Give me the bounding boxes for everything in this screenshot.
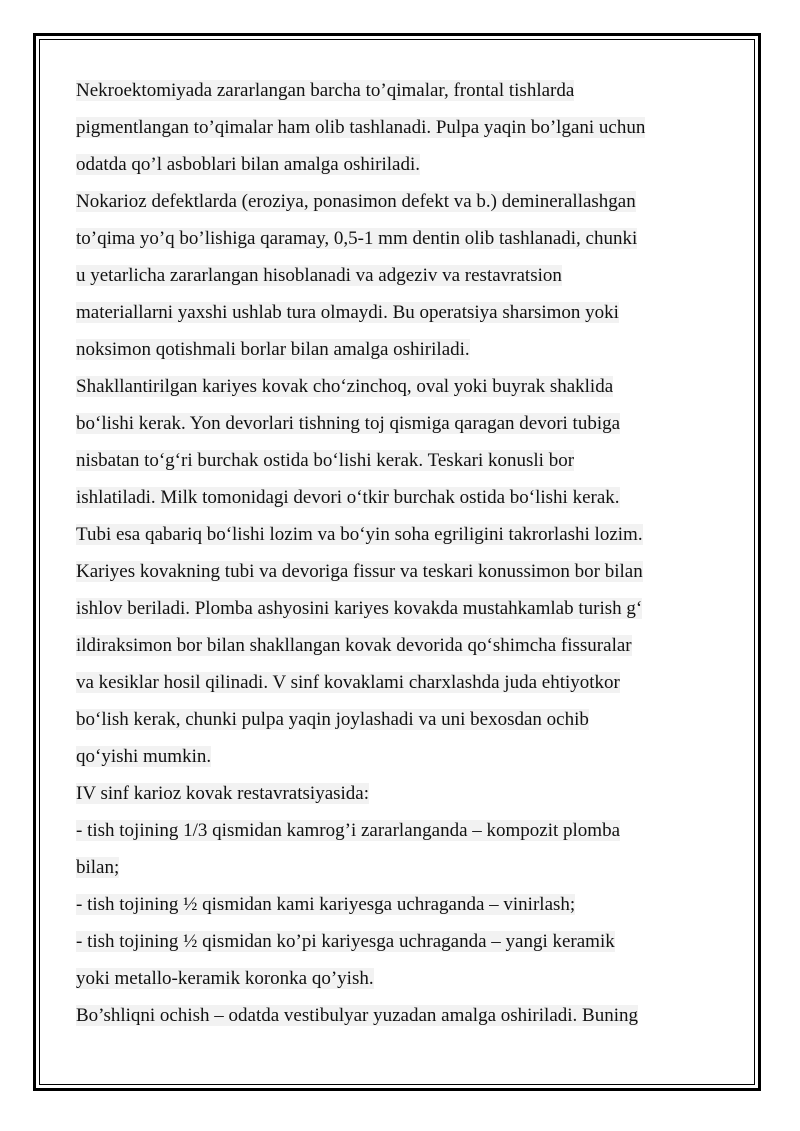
text-line: qoʻyishi mumkin.: [76, 746, 212, 767]
text-line: noksimon qotishmali borlar bilan amalga oshiriladi.: [76, 339, 470, 360]
text-line: Shakllantirilgan kariyes kovak choʻzinchoq, oval yoki buyrak shaklida: [76, 376, 614, 397]
text-line: ishlov beriladi. Plomba ashyosini kariyes kovakda mustahkamlab turish gʻ: [76, 598, 643, 619]
text-line: boʻlishi kerak. Yon devorlari tishning toj qismiga qaragan devori tubiga: [76, 413, 621, 434]
text-line: bilan;: [76, 857, 120, 878]
text-line: ishlatiladi. Milk tomonidagi devori oʻtkir burchak ostida boʻlishi kerak.: [76, 487, 620, 508]
text-line: materiallarni yaxshi ushlab tura olmaydi. Bu operatsiya sharsimon yoki: [76, 302, 619, 323]
text-line: Tubi esa qabariq boʻlishi lozim va boʻyin soha egriligini takrorlashi lozim.: [76, 524, 643, 545]
text-line: pigmentlangan to’qimalar ham olib tashlanadi. Pulpa yaqin bo’lgani uchun: [76, 117, 646, 138]
text-line: to’qima yo’q bo’lishiga qaramay, 0,5-1 mm dentin olib tashlanadi, chunki: [76, 228, 638, 249]
text-line: ildiraksimon bor bilan shakllangan kovak devorida qoʻshimcha fissuralar: [76, 635, 632, 656]
text-line: boʻlish kerak, chunki pulpa yaqin joylashadi va uni bexosdan ochib: [76, 709, 589, 730]
text-line: Kariyes kovakning tubi va devoriga fissur va teskari konussimon bor bilan: [76, 561, 643, 582]
text-line: IV sinf karioz kovak restavratsiyasida:: [76, 783, 370, 804]
text-line: nisbatan toʻgʻri burchak ostida boʻlishi kerak. Teskari konusli bor: [76, 450, 575, 471]
text-line: Bo’shliqni ochish – odatda vestibulyar yuzadan amalga oshiriladi. Buning: [76, 1005, 638, 1026]
text-line: va kesiklar hosil qilinadi. V sinf kovaklami charxlashda juda ehtiyotkor: [76, 672, 620, 693]
text-line: - tish tojining 1/3 qismidan kamrog’i zararlanganda – kompozit plomba: [76, 820, 621, 841]
text-line: Nokarioz defektlarda (eroziya, ponasimon defekt va b.) deminerallashgan: [76, 191, 636, 212]
text-line: Nekroektomiyada zararlangan barcha to’qimalar, frontal tishlarda: [76, 80, 575, 101]
text-line: odatda qo’l asboblari bilan amalga oshiriladi.: [76, 154, 421, 175]
text-line: u yetarlicha zararlangan hisoblanadi va adgeziv va restavratsion: [76, 265, 562, 286]
document-body: [76, 72, 726, 1034]
text-line: - tish tojining ½ qismidan ko’pi kariyesga uchraganda – yangi keramik: [76, 931, 615, 952]
text-line: - tish tojining ½ qismidan kami kariyesga uchraganda – vinirlash;: [76, 894, 576, 915]
text-line: yoki metallo-keramik koronka qo’yish.: [76, 968, 374, 989]
